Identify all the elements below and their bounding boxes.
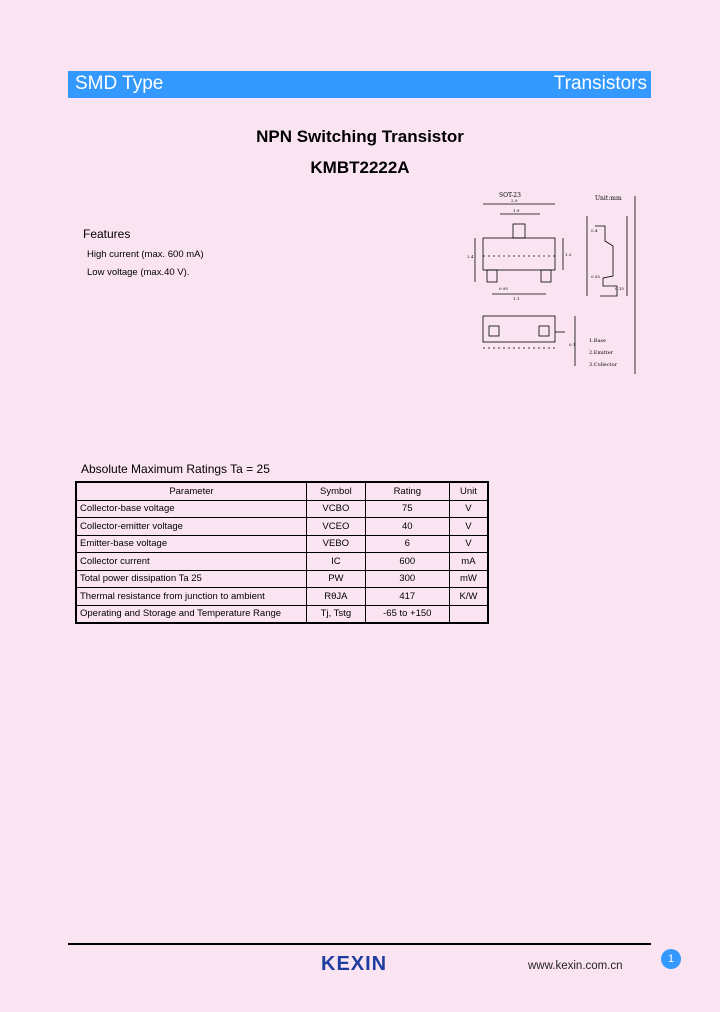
- parameter-cell: Collector-emitter voltage: [76, 518, 307, 536]
- pin-1-label: 1.Base: [589, 338, 606, 344]
- unit-cell: V: [449, 535, 488, 553]
- symbol-cell: VCBO: [307, 500, 366, 518]
- rating-cell: 300: [365, 570, 449, 588]
- table-row: [76, 588, 488, 606]
- package-name: SOT-23: [499, 192, 521, 199]
- header-product-type: Transistors: [553, 73, 647, 94]
- parameter-cell: Collector current: [76, 553, 307, 571]
- rating-cell: 600: [365, 553, 449, 571]
- svg-text:2.4: 2.4: [467, 254, 474, 259]
- table-header-row: [76, 482, 488, 500]
- unit-cell: mW: [449, 570, 488, 588]
- symbol-cell: RθJA: [307, 588, 366, 606]
- rating-cell: 417: [365, 588, 449, 606]
- parameter-cell: Total power dissipation Ta 25: [76, 570, 307, 588]
- symbol-cell: PW: [307, 570, 366, 588]
- rating-cell: 6: [365, 535, 449, 553]
- unit-cell: K/W: [449, 588, 488, 606]
- footer-divider: [68, 943, 651, 945]
- parameter-cell: Collector-base voltage: [76, 500, 307, 518]
- ratings-caption: Absolute Maximum Ratings Ta = 25: [81, 462, 270, 476]
- symbol-cell: Tj, Tstg: [307, 605, 366, 623]
- website-url: www.kexin.com.cn: [528, 960, 623, 972]
- rating-cell: 40: [365, 518, 449, 536]
- table-row: [76, 605, 488, 623]
- column-header: Rating: [365, 482, 449, 500]
- table-row: [76, 553, 488, 571]
- package-body-top-view: [483, 238, 555, 270]
- package-body-side-view: [483, 316, 555, 342]
- svg-text:1.9: 1.9: [513, 208, 520, 213]
- column-header: Parameter: [76, 482, 307, 500]
- feature-item: High current (max. 600 mA): [87, 249, 204, 260]
- parameter-cell: Operating and Storage and Temperature Range: [76, 605, 307, 623]
- features-heading: Features: [83, 227, 131, 241]
- header-category: SMD Type: [75, 73, 164, 94]
- unit-cell: V: [449, 518, 488, 536]
- symbol-cell: IC: [307, 553, 366, 571]
- svg-text:0.1: 0.1: [569, 342, 576, 347]
- package-outline-drawing: [455, 186, 640, 378]
- table-row: [76, 570, 488, 588]
- unit-cell: mA: [449, 553, 488, 571]
- symbol-cell: VCEO: [307, 518, 366, 536]
- parameter-cell: Thermal resistance from junction to ambient: [76, 588, 307, 606]
- unit-cell: V: [449, 500, 488, 518]
- unit-cell: [449, 605, 488, 623]
- page-number-badge: 1: [661, 949, 681, 969]
- table-row: [76, 500, 488, 518]
- svg-text:0.15: 0.15: [615, 286, 624, 291]
- pin-3-label: 3.Collector: [589, 362, 617, 368]
- pin-2-label: 2.Emitter: [589, 350, 614, 356]
- unit-label: Unit:mm: [595, 195, 622, 202]
- svg-text:1.1: 1.1: [513, 296, 520, 301]
- kexin-logo: KEXIN: [321, 953, 388, 975]
- rating-cell: -65 to +150: [365, 605, 449, 623]
- svg-text:0.55: 0.55: [591, 274, 600, 279]
- document-title: NPN Switching Transistor: [256, 127, 464, 146]
- table-row: [76, 518, 488, 536]
- rating-cell: 75: [365, 500, 449, 518]
- part-number: KMBT2222A: [310, 158, 410, 177]
- svg-text:0.4: 0.4: [591, 228, 598, 233]
- svg-text:2.9: 2.9: [511, 198, 518, 203]
- symbol-cell: VEBO: [307, 535, 366, 553]
- parameter-cell: Emitter-base voltage: [76, 535, 307, 553]
- absolute-maximum-ratings-table: [75, 481, 489, 624]
- table-row: [76, 535, 488, 553]
- svg-text:1.3: 1.3: [565, 252, 572, 257]
- feature-item: Low voltage (max.40 V).: [87, 267, 190, 278]
- header-bar: [68, 71, 651, 98]
- svg-text:0.95: 0.95: [499, 286, 508, 291]
- column-header: Unit: [449, 482, 488, 500]
- column-header: Symbol: [307, 482, 366, 500]
